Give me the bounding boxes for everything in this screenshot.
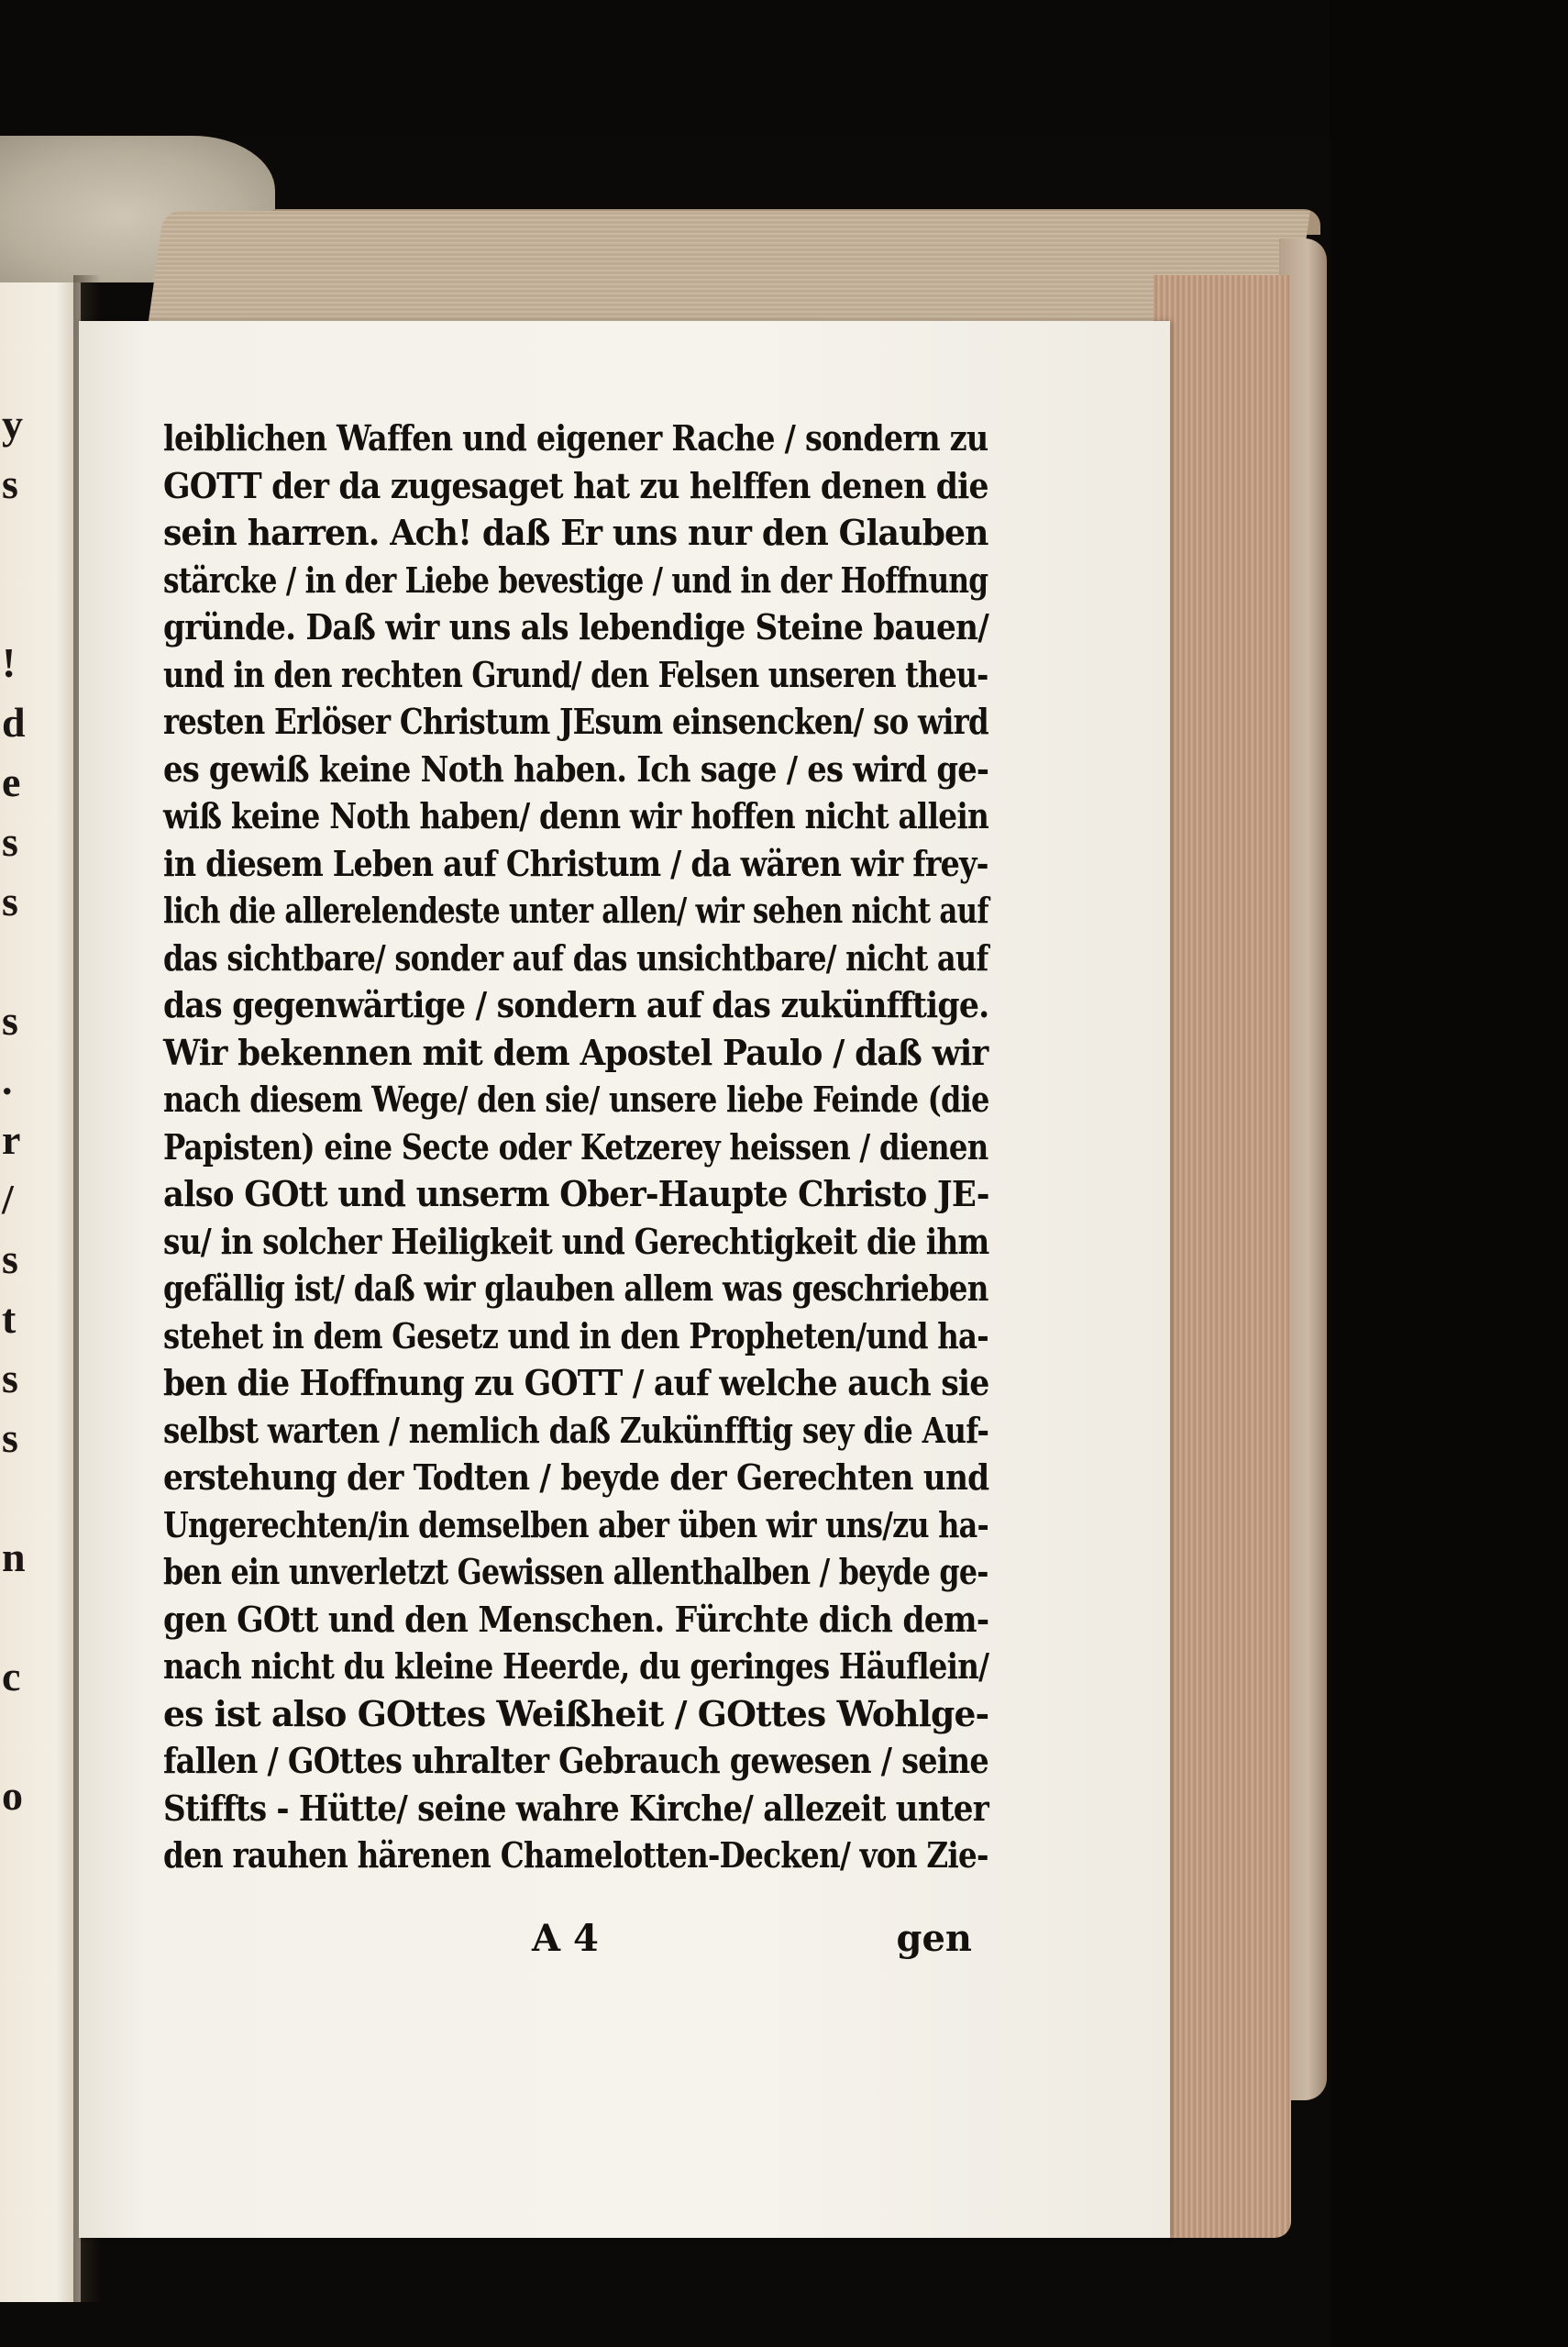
text-line: nach nicht du kleine Heerde, du geringes Häuflein/ xyxy=(163,1645,989,1687)
text-line: und in den rechten Grund/ den Felsen unseren theu- xyxy=(163,653,988,695)
text-line: es gewiß keine Noth haben. Ich sage / es wird ge- xyxy=(163,747,989,790)
text-line: gefällig ist/ daß wir glauben allem was geschrieben xyxy=(163,1268,988,1309)
text-line: das gegenwärtige / sondern auf das zukünfftige. xyxy=(163,984,989,1025)
left-page-fragment: s xyxy=(2,1414,18,1461)
left-page-fragment: s xyxy=(2,818,18,865)
page-stack-fore-edge xyxy=(1154,275,1291,2238)
page-body-text xyxy=(163,415,988,1879)
left-page-fragment: t xyxy=(2,1295,17,1342)
text-line: wiß keine Noth haben/ denn wir hoffen nicht allein xyxy=(163,795,989,836)
left-page-fragment: d xyxy=(2,699,26,746)
text-line: das sichtbare/ sonder auf das unsichtbare/ nicht auf xyxy=(163,936,988,979)
left-page-fragment xyxy=(0,573,28,633)
text-line: nach diesem Wege/ den sie/ unsere liebe Feinde (die xyxy=(163,1079,989,1120)
text-line: GOTT der da zugesaget hat zu helffen denen die xyxy=(163,464,988,506)
left-page-fragment xyxy=(0,931,28,991)
text-line: den rauhen härenen Chamelotten-Decken/ von Zie- xyxy=(163,1834,988,1876)
background-right xyxy=(1330,0,1568,2347)
left-page-fragment xyxy=(0,1706,28,1766)
left-page-fragment: s xyxy=(2,1355,18,1401)
left-page-fragment: ! xyxy=(2,639,17,686)
text-line: lich die allerelendeste unter allen/ wir sehen nicht auf xyxy=(163,890,988,931)
catchword: gen xyxy=(896,1917,972,1960)
text-line: erstehung der Todten / beyde der Gerechten und xyxy=(163,1456,989,1498)
left-page-fragment: s xyxy=(2,878,18,924)
left-page-fragment: s xyxy=(2,997,18,1044)
left-page-fragment xyxy=(0,1587,28,1646)
left-page-fragment xyxy=(0,1467,28,1527)
left-page-fragment: e xyxy=(2,758,21,805)
text-line: sein harren. Ach! daß Er uns nur den Glauben xyxy=(163,512,988,553)
page-footer xyxy=(532,1917,972,1968)
text-line: fallen / GOttes uhralter Gebrauch gewesen / seine xyxy=(163,1740,988,1781)
text-line: in diesem Leben auf Christum / da wären wir frey- xyxy=(163,842,988,884)
left-page-fragment: c xyxy=(2,1653,21,1699)
text-line: gen GOtt und den Menschen. Fürchte dich dem- xyxy=(163,1598,989,1640)
left-page-fragment: r xyxy=(2,1116,21,1163)
text-line: ben die Hoffnung zu GOTT / auf welche auch sie xyxy=(163,1362,989,1403)
show-through-ink xyxy=(234,1917,353,1944)
text-line: selbst warten / nemlich daß Zukünfftig sey die Auf- xyxy=(163,1409,989,1451)
text-line: also GOtt und unserm Ober-Haupte Christo JE- xyxy=(163,1173,989,1214)
left-page-text-fragments xyxy=(0,394,28,1825)
left-page-fragment: y xyxy=(2,401,23,448)
text-line: ben ein unverletzt Gewissen allenthalben / beyde ge- xyxy=(163,1551,988,1592)
page-stack-top-edge xyxy=(148,211,1310,326)
text-line: su/ in solcher Heiligkeit und Gerechtigkeit die ihm xyxy=(163,1220,989,1262)
left-page-fragment: s xyxy=(2,460,18,507)
text-line: Wir bekennen mit dem Apostel Paulo / daß wir xyxy=(163,1031,988,1073)
text-line: es ist also GOttes Weißheit / GOttes Wohlge- xyxy=(163,1692,989,1734)
text-line: stärcke / in der Liebe bevestige / und in der Hoffnung xyxy=(163,559,988,601)
left-page-fragment: n xyxy=(2,1533,26,1580)
left-page-fragment xyxy=(0,514,28,573)
left-page-fragment: o xyxy=(2,1772,23,1819)
text-line: Stiffts - Hütte/ seine wahre Kirche/ allezeit unter xyxy=(163,1787,988,1829)
text-line: leiblichen Waffen und eigener Rache / sondern zu xyxy=(163,417,988,459)
left-page-fragment: . xyxy=(2,1057,13,1103)
text-line: Papisten) eine Secte oder Ketzerey heissen / dienen xyxy=(163,1125,988,1168)
text-line: gründe. Daß wir uns als lebendige Steine bauen/ xyxy=(163,606,988,648)
signature-mark: A 4 xyxy=(532,1917,599,1960)
left-page-fragment: / xyxy=(2,1176,14,1223)
text-line: stehet in dem Gesetz und in den Propheten/und ha- xyxy=(163,1314,988,1356)
text-line: resten Erlöser Christum JEsum einsencken/ so wird xyxy=(163,701,988,742)
text-line: Ungerechten/in demselben aber üben wir uns/zu ha- xyxy=(163,1503,989,1545)
left-page-fragment: s xyxy=(2,1235,18,1282)
